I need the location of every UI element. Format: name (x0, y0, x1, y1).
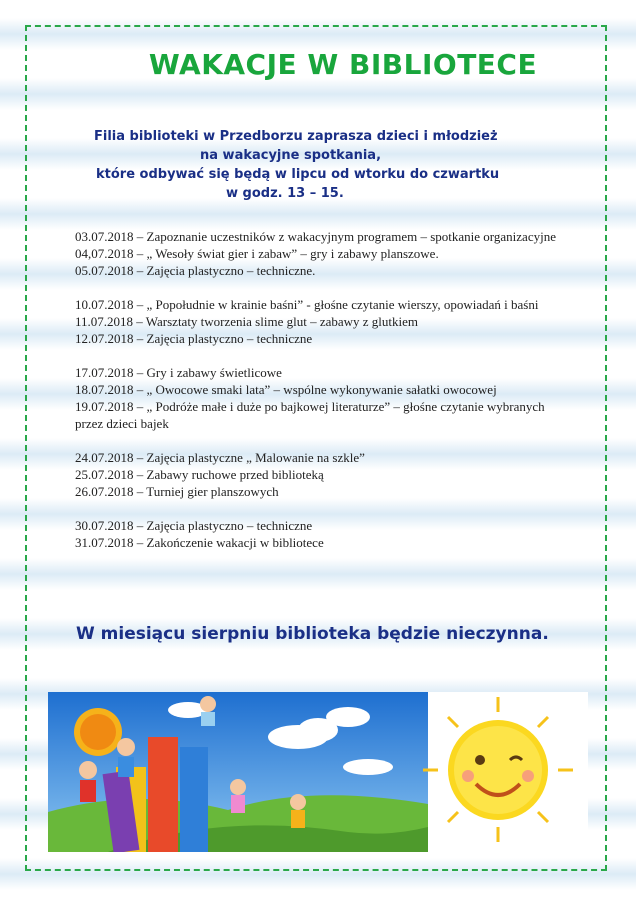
intro-line-2: na wakacyjne spotkania, (200, 148, 382, 163)
summer-illustration (48, 692, 588, 852)
event-item: 03.07.2018 – Zapoznanie uczestników z wakacyjnym programem – spotkanie organizacyjne (75, 229, 556, 244)
event-item: 31.07.2018 – Zakończenie wakacji w bibliotece (75, 535, 324, 550)
event-item: 05.07.2018 – Zajęcia plastyczno – techniczne. (75, 263, 316, 278)
event-item: 10.07.2018 – „ Popołudnie w krainie baśni” - głośne czytanie wierszy, opowiadań i baśni (75, 297, 539, 312)
event-item: 11.07.2018 – Warsztaty tworzenia slime glut – zabawy z glutkiem (75, 314, 419, 329)
event-item: 18.07.2018 – „ Owocowe smaki lata” – wspólne wykonywanie sałatki owocowej (75, 382, 497, 397)
event-item: 12.07.2018 – Zajęcia plastyczno – techniczne (75, 331, 313, 346)
closure-notice: W miesiącu sierpniu biblioteka będzie nieczynna. (76, 624, 549, 644)
event-item: 25.07.2018 – Zabawy ruchowe przed biblioteką (75, 467, 324, 482)
events-list (75, 228, 565, 551)
event-item: 19.07.2018 – „ Podróże małe i duże po bajkowej literaturze” – głośne czytanie wybranych przez dzieci bajek (75, 399, 545, 431)
event-item: 24.07.2018 – Zajęcia plastyczne „ Malowanie na szkle” (75, 450, 365, 465)
event-item: 04,07.2018 – „ Wesoły świat gier i zabaw” – gry i zabawy planszowe. (75, 246, 439, 261)
intro-text (70, 127, 550, 203)
event-item: 30.07.2018 – Zajęcia plastyczno – techniczne (75, 518, 313, 533)
small-sun-icon (74, 708, 122, 756)
page-title: WAKACJE W BIBLIOTECE (148, 48, 538, 81)
event-item: 17.07.2018 – Gry i zabawy świetlicowe (75, 365, 282, 380)
intro-line-1: Filia biblioteki w Przedborzu zaprasza dzieci i młodzież (94, 129, 498, 144)
intro-line-4: w godz. 13 – 15. (226, 186, 344, 201)
event-item: 26.07.2018 – Turniej gier planszowych (75, 484, 279, 499)
intro-line-3: które odbywać się będą w lipcu od wtorku do czwartku (96, 167, 500, 182)
